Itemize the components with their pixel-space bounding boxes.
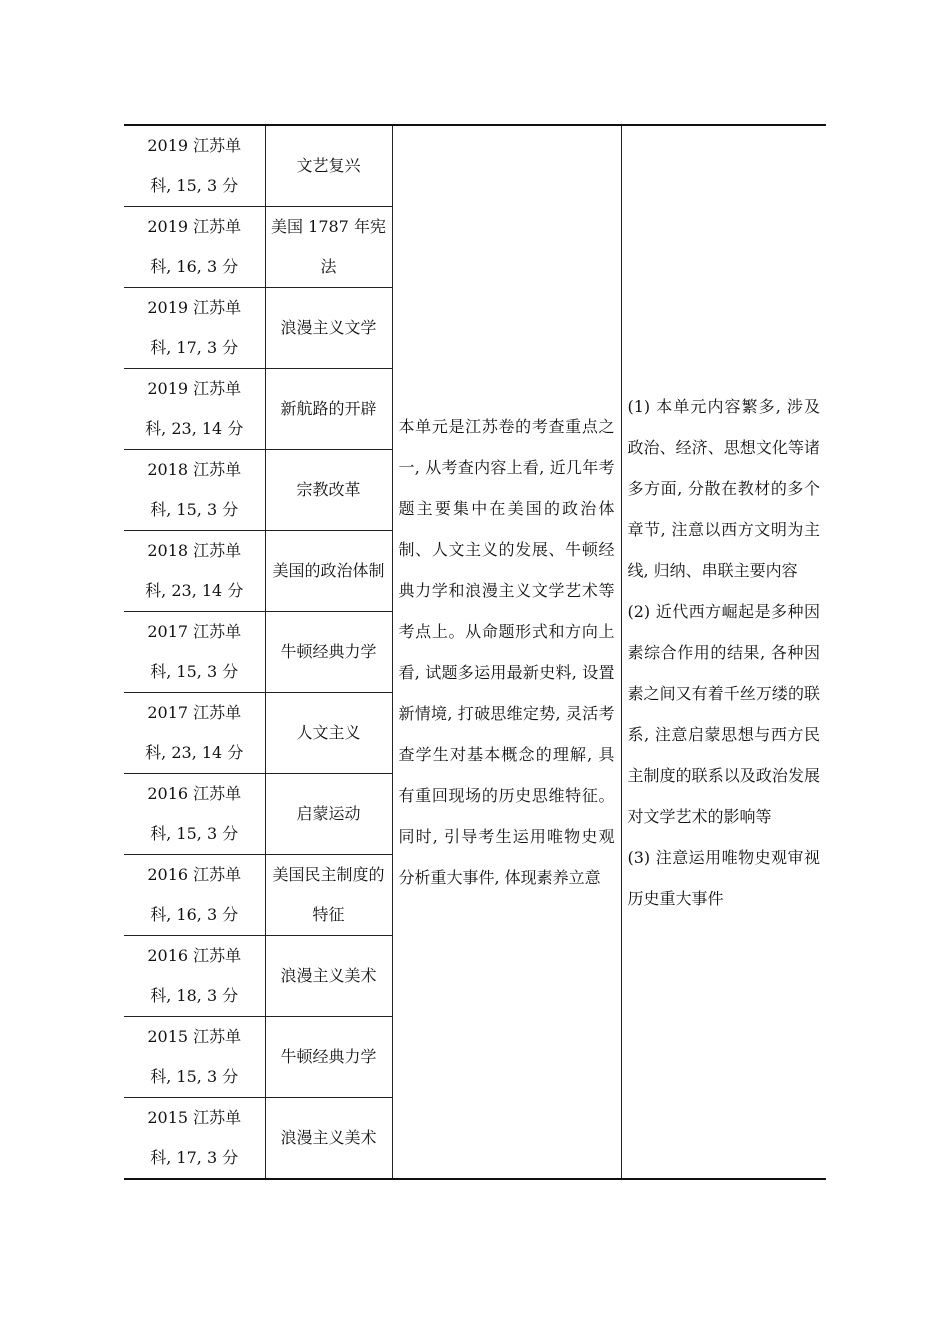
- exam-topic-cell: 新航路的开辟: [265, 369, 392, 450]
- exam-year-label: 2018 江苏单: [147, 541, 242, 560]
- exam-source-cell: [124, 774, 265, 855]
- exam-topic-cell: 美国的政治体制: [265, 531, 392, 612]
- exam-question-detail: 科, 17, 3 分: [150, 1148, 239, 1167]
- exam-topic-cell: 浪漫主义美术: [265, 936, 392, 1017]
- exam-topic-cell: 文艺复兴: [265, 125, 392, 207]
- exam-year-label: 2019 江苏单: [147, 136, 242, 155]
- exam-topic-cell: 启蒙运动: [265, 774, 392, 855]
- exam-year-label: 2017 江苏单: [147, 703, 242, 722]
- exam-question-detail: 科, 16, 3 分: [150, 905, 239, 924]
- exam-source-cell: [124, 369, 265, 450]
- exam-topic-cell: 美国民主制度的特征: [265, 855, 392, 936]
- exam-topic-cell: 牛顿经典力学: [265, 612, 392, 693]
- exam-topic-cell: 浪漫主义文学: [265, 288, 392, 369]
- exam-year-label: 2017 江苏单: [147, 622, 242, 641]
- exam-source-cell: [124, 207, 265, 288]
- exam-source-cell: [124, 288, 265, 369]
- exam-source-cell: [124, 531, 265, 612]
- exam-source-cell: [124, 450, 265, 531]
- exam-year-label: 2019 江苏单: [147, 379, 242, 398]
- strategy-cell: [621, 125, 826, 1179]
- exam-source-cell: [124, 1098, 265, 1180]
- analysis-cell: [392, 125, 621, 1179]
- exam-source-cell: [124, 855, 265, 936]
- exam-source-cell: [124, 612, 265, 693]
- exam-year-label: 2019 江苏单: [147, 217, 242, 236]
- exam-question-detail: 科, 17, 3 分: [150, 338, 239, 357]
- exam-year-label: 2016 江苏单: [147, 784, 242, 803]
- exam-analysis-table: [124, 124, 826, 1180]
- exam-year-label: 2019 江苏单: [147, 298, 242, 317]
- exam-question-detail: 科, 23, 14 分: [145, 743, 244, 762]
- exam-question-detail: 科, 15, 3 分: [150, 824, 239, 843]
- analysis-text: 本单元是江苏卷的考查重点之一, 从考查内容上看, 近几年考题主要集中在美国的政治体制、人文主义的发展、牛顿经典力学和浪漫主义文学艺术等考点上。从命题形式和方向上看, 试题多运用最新史料, 设置新情境, 打破思维定势, 灵活考查学生对基本概念的理解, 具有重回现场的历史思维特征。同时, 引导考生运用唯物史观分析重大事件, 体现素养立意: [398, 417, 615, 887]
- exam-year-label: 2016 江苏单: [147, 946, 242, 965]
- exam-year-label: 2016 江苏单: [147, 865, 242, 884]
- strategy-item: (1) 本单元内容繁多, 涉及政治、经济、思想文化等诸多方面, 分散在教材的多个章节, 注意以西方文明为主线, 归纳、串联主要内容: [627, 396, 820, 580]
- exam-question-detail: 科, 16, 3 分: [150, 257, 239, 276]
- exam-topic-cell: 牛顿经典力学: [265, 1017, 392, 1098]
- strategy-item: (2) 近代西方崛起是多种因素综合作用的结果, 各种因素之间又有着千丝万缕的联系, 注意启蒙思想与西方民主制度的联系以及政治发展对文学艺术的影响等: [627, 601, 820, 826]
- exam-year-label: 2015 江苏单: [147, 1027, 242, 1046]
- exam-topic-cell: 美国 1787 年宪法: [265, 207, 392, 288]
- exam-question-detail: 科, 18, 3 分: [150, 986, 239, 1005]
- strategy-item: (3) 注意运用唯物史观审视历史重大事件: [627, 847, 820, 908]
- exam-year-label: 2018 江苏单: [147, 460, 242, 479]
- exam-topic-cell: 人文主义: [265, 693, 392, 774]
- exam-question-detail: 科, 15, 3 分: [150, 176, 239, 195]
- exam-source-cell: [124, 693, 265, 774]
- exam-question-detail: 科, 15, 3 分: [150, 500, 239, 519]
- exam-question-detail: 科, 15, 3 分: [150, 1067, 239, 1086]
- exam-source-cell: [124, 936, 265, 1017]
- exam-question-detail: 科, 23, 14 分: [145, 419, 244, 438]
- table-row: [124, 125, 826, 207]
- exam-question-detail: 科, 23, 14 分: [145, 581, 244, 600]
- exam-topic-cell: 宗教改革: [265, 450, 392, 531]
- exam-year-label: 2015 江苏单: [147, 1108, 242, 1127]
- exam-source-cell: [124, 125, 265, 207]
- exam-question-detail: 科, 15, 3 分: [150, 662, 239, 681]
- exam-source-cell: [124, 1017, 265, 1098]
- exam-topic-cell: 浪漫主义美术: [265, 1098, 392, 1180]
